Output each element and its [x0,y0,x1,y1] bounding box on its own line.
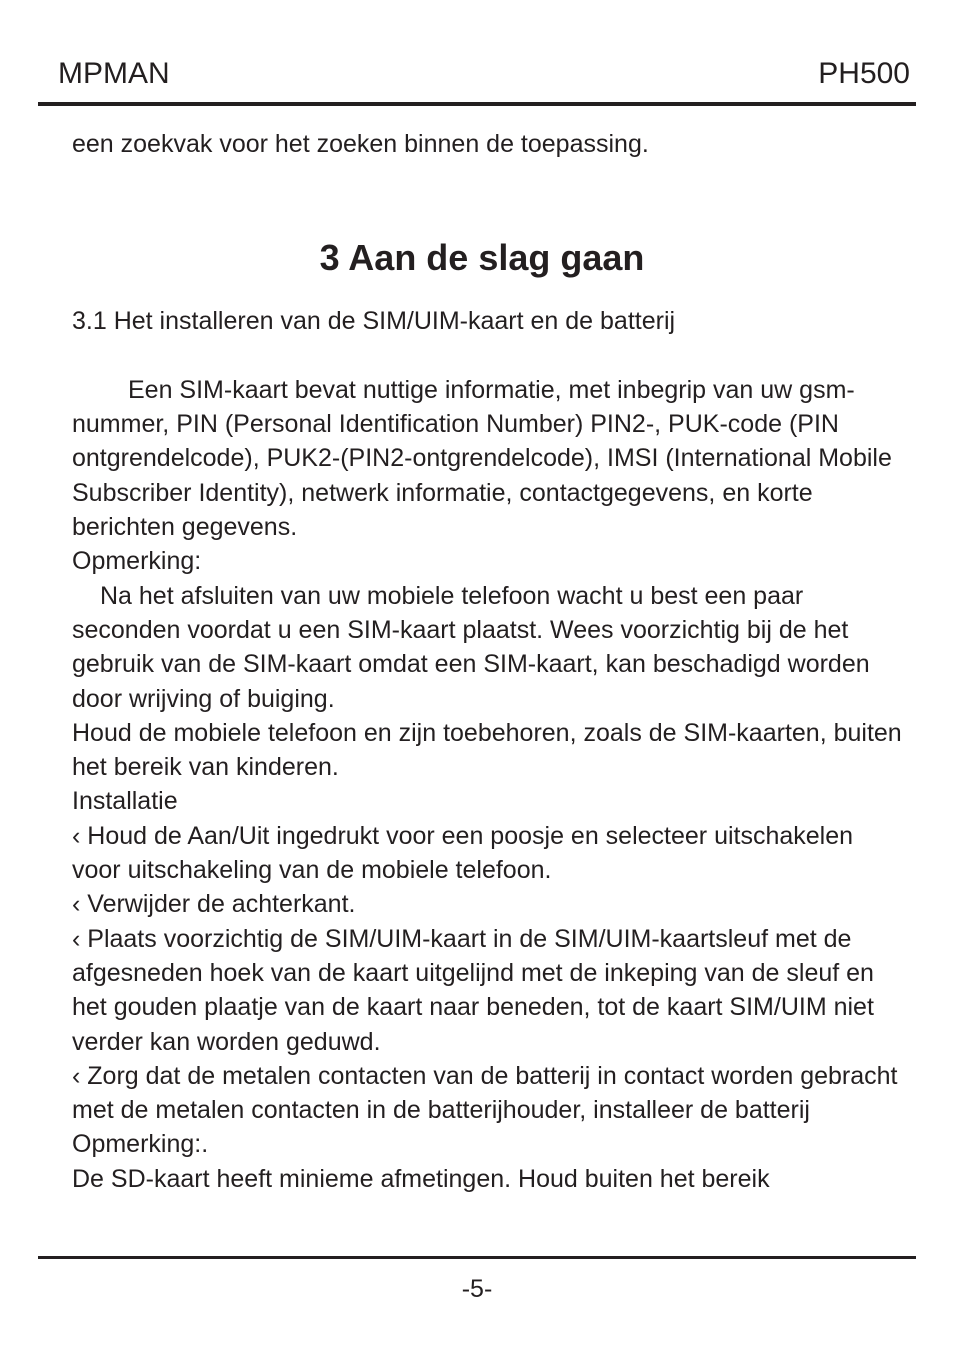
model-name: PH500 [818,57,910,90]
chapter-title: 3 Aan de slag gaan [319,237,645,279]
page-content [72,127,902,1196]
sim-paragraph: Een SIM-kaart bevat nuttige informatie, met inbegrip van uw gsm-nummer, PIN (Personal Identification Number) PIN2-, PUK-code (PIN ontgrendelcode), PUK2-(PIN2-ontgrendelcode), IMSI (International Mobile Subscriber Identity), netwerk informatie, contactgegevens, en korte berichten gegevens. [72,375,892,542]
install-step: ‹ Plaats voorzichtig de SIM/UIM-kaart in de SIM/UIM-kaartsleuf met de afgesneden hoek van de kaart uitgelijnd met de inkeping van de sleuf en het gouden plaatje van de kaart naar beneden, tot de kaart SIM/UIM niet verder kan worden geduwd. [72,924,874,1056]
note-text: Na het afsluiten van uw mobiele telefoon wacht u best een paar seconden voordat u een SIM-kaart plaatst. Wees voorzichtig bij de het gebruik van de SIM-kaart omdat een SIM-kaart, kan beschadigd worden door wrijving of buiging. [72,581,870,713]
page-header [38,54,916,106]
section-title: 3.1 Het installeren van de SIM/UIM-kaart en de batterij [72,307,676,336]
install-step: ‹ Verwijder de achterkant. [72,890,356,919]
install-step: ‹ Houd de Aan/Uit ingedrukt voor een poosje en selecteer uitschakelen voor uitschakeling van de mobiele telefoon. [72,821,854,885]
installation-label: Installatie [72,787,178,816]
brand-name: MPMAN [58,57,170,90]
intro-text: een zoekvak voor het zoeken binnen de toepassing. [72,130,649,158]
sd-card-note: De SD-kaart heeft minieme afmetingen. Houd buiten het bereik [72,1164,770,1193]
install-step: ‹ Zorg dat de metalen contacten van de batterij in contact worden gebracht met de metalen contacten in de batterijhouder, installeer de batterij [72,1061,898,1125]
children-warning: Houd de mobiele telefoon en zijn toebehoren, zoals de SIM-kaarten, buiten het bereik van kinderen. [72,718,902,782]
page-number: -5- [461,1275,493,1303]
note-label: Opmerking:. [72,1130,209,1159]
footer-divider [38,1256,916,1259]
note-label: Opmerking: [72,547,202,576]
